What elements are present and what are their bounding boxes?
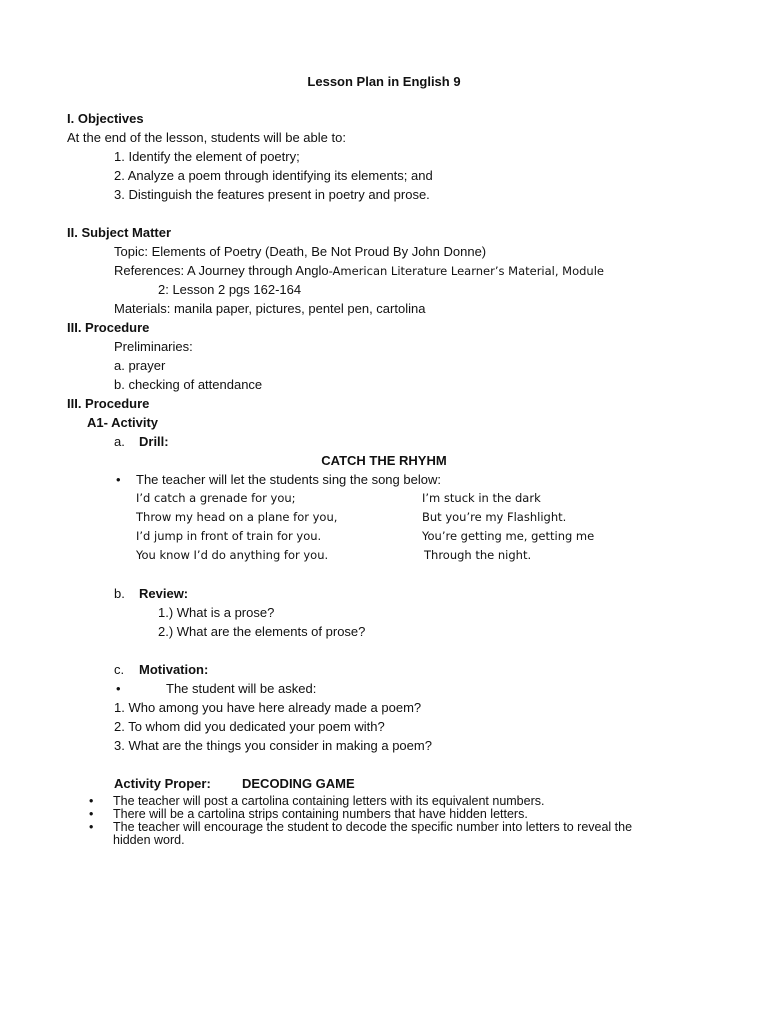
procedure-heading: III. Procedure xyxy=(67,396,150,411)
references-text-b: -American Literature Learner’s Material, Module xyxy=(328,264,604,278)
procedure-heading: III. Procedure xyxy=(67,320,150,335)
topic-line: Topic: Elements of Poetry (Death, Be Not Proud By John Donne) xyxy=(114,244,487,259)
bullet-icon: • xyxy=(89,794,94,808)
activity-proper-label: Activity Proper: xyxy=(114,776,211,791)
page-title: Lesson Plan in English 9 xyxy=(307,74,461,89)
review-item: 1.) What is a prose? xyxy=(158,605,275,620)
activity-heading: A1- Activity xyxy=(87,415,159,430)
song-line: I’d jump in front of train for you. xyxy=(136,529,322,543)
activity-bullet: There will be a cartolina strips containing numbers that have hidden letters. xyxy=(113,807,528,821)
objectives-heading: I. Objectives xyxy=(67,111,144,126)
drill-intro: The teacher will let the students sing the song below: xyxy=(136,472,441,487)
song-line: But you’re my Flashlight. xyxy=(422,510,567,524)
motivation-question: 3. What are the things you consider in making a poem? xyxy=(114,738,432,753)
song-line: You’re getting me, getting me xyxy=(422,529,595,543)
preliminary-item: a. prayer xyxy=(114,358,166,373)
bullet-icon: • xyxy=(116,472,121,487)
drill-label: Drill: xyxy=(139,434,169,449)
references-continuation: 2: Lesson 2 pgs 162-164 xyxy=(158,282,302,297)
preliminary-item: b. checking of attendance xyxy=(114,377,263,392)
subject-matter-heading: II. Subject Matter xyxy=(67,225,172,240)
activity-bullet: The teacher will post a cartolina containing letters with its equivalent numbers. xyxy=(113,794,545,808)
references-line xyxy=(114,261,604,281)
activity-game-title: DECODING GAME xyxy=(242,776,355,791)
drill-letter: a. xyxy=(114,434,125,449)
song-line: I’m stuck in the dark xyxy=(422,491,541,505)
review-label: Review: xyxy=(139,586,189,601)
objective-item: 3. Distinguish the features present in poetry and prose. xyxy=(114,187,430,202)
bullet-icon: • xyxy=(116,681,121,696)
materials-line: Materials: manila paper, pictures, pentel pen, cartolina xyxy=(114,301,426,316)
review-letter: b. xyxy=(114,586,125,601)
motivation-label: Motivation: xyxy=(139,662,209,677)
motivation-question: 2. To whom did you dedicated your poem with? xyxy=(114,719,385,734)
review-item: 2.) What are the elements of prose? xyxy=(158,624,366,639)
motivation-letter: c. xyxy=(114,662,125,677)
objective-item: 2. Analyze a poem through identifying its elements; and xyxy=(114,168,433,183)
motivation-intro: The student will be asked: xyxy=(166,681,317,696)
motivation-question: 1. Who among you have here already made a poem? xyxy=(114,700,422,715)
bullet-icon: • xyxy=(89,807,94,821)
activity-bullet-continuation: hidden word. xyxy=(113,833,185,847)
drill-title: CATCH THE RHYHM xyxy=(321,453,447,468)
activity-bullet: The teacher will encourage the student to decode the specific number into letters to reveal the xyxy=(113,820,633,834)
bullet-icon: • xyxy=(89,820,94,834)
song-line: I’d catch a grenade for you; xyxy=(136,491,296,505)
objectives-intro: At the end of the lesson, students will be able to: xyxy=(67,130,346,145)
references-text-a: References: A Journey through Anglo xyxy=(114,263,329,278)
preliminaries-label: Preliminaries: xyxy=(114,339,193,354)
song-line: Throw my head on a plane for you, xyxy=(136,510,338,524)
song-line: Through the night. xyxy=(424,548,532,562)
song-line: You know I’d do anything for you. xyxy=(136,548,329,562)
objective-item: 1. Identify the element of poetry; xyxy=(114,149,300,164)
